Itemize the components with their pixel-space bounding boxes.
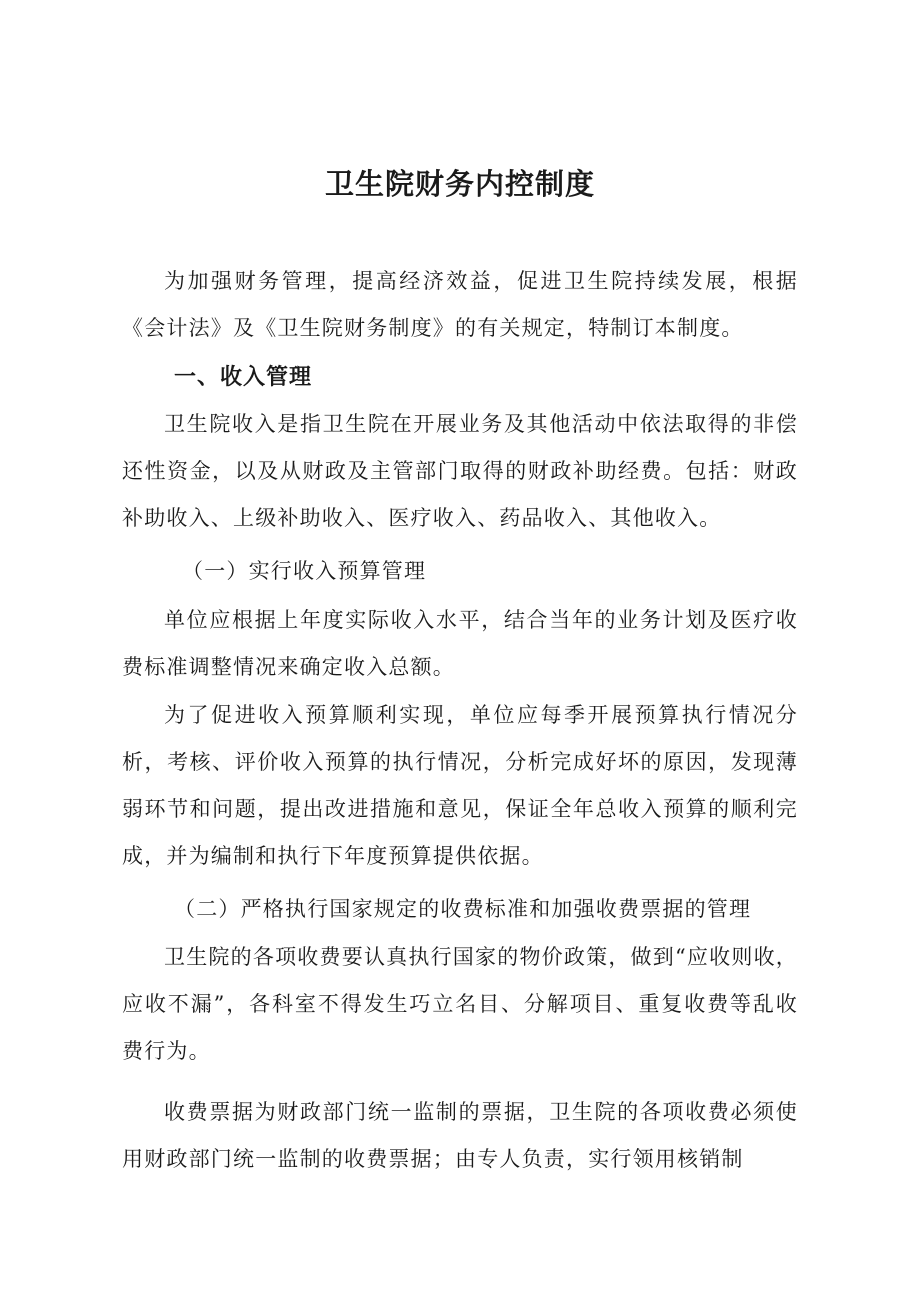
fees-paragraph-2: 收费票据为财政部门统一监制的票据，卫生院的各项收费必须使用财政部门统一监制的收费票据；由专人负责，实行领用核销制 — [122, 1100, 798, 1171]
budget-paragraph-2: 为了促进收入预算顺利实现，单位应每季开展预算执行情况分析，考核、评价收入预算的执行情况，分析完成好坏的原因，发现薄弱环节和问题，提出改进措施和意见，保证全年总收入预算的顺利完成，并为编制和执行下年度预算提供依据。 — [122, 703, 798, 868]
budget-paragraph-1: 单位应根据上年度实际收入水平，结合当年的业务计划及医疗收费标准调整情况来确定收入总额。 — [122, 608, 798, 679]
fees-paragraph-1: 卫生院的各项收费要认真执行国家的物价政策，做到“应收则收，应收不漏”，各科室不得发生巧立名目、分解项目、重复收费等乱收费行为。 — [122, 945, 798, 1063]
income-definition-paragraph: 卫生院收入是指卫生院在开展业务及其他活动中依法取得的非偿还性资金，以及从财政及主管部门取得的财政补助经费。包括：财政补助收入、上级补助收入、医疗收入、药品收入、其他收入。 — [122, 412, 798, 530]
subsection-heading-budget: （一）实行收入预算管理 — [182, 559, 427, 583]
section-heading-income: 一、收入管理 — [174, 365, 313, 390]
document-title: 卫生院财务内控制度 — [324, 167, 595, 201]
subsection-heading-fees: （二）严格执行国家规定的收费标准和加强收费票据的管理 — [174, 897, 752, 921]
intro-paragraph: 为加强财务管理，提高经济效益，促进卫生院持续发展，根据《会计法》及《卫生院财务制度》的有关规定，特制订本制度。 — [122, 269, 798, 340]
